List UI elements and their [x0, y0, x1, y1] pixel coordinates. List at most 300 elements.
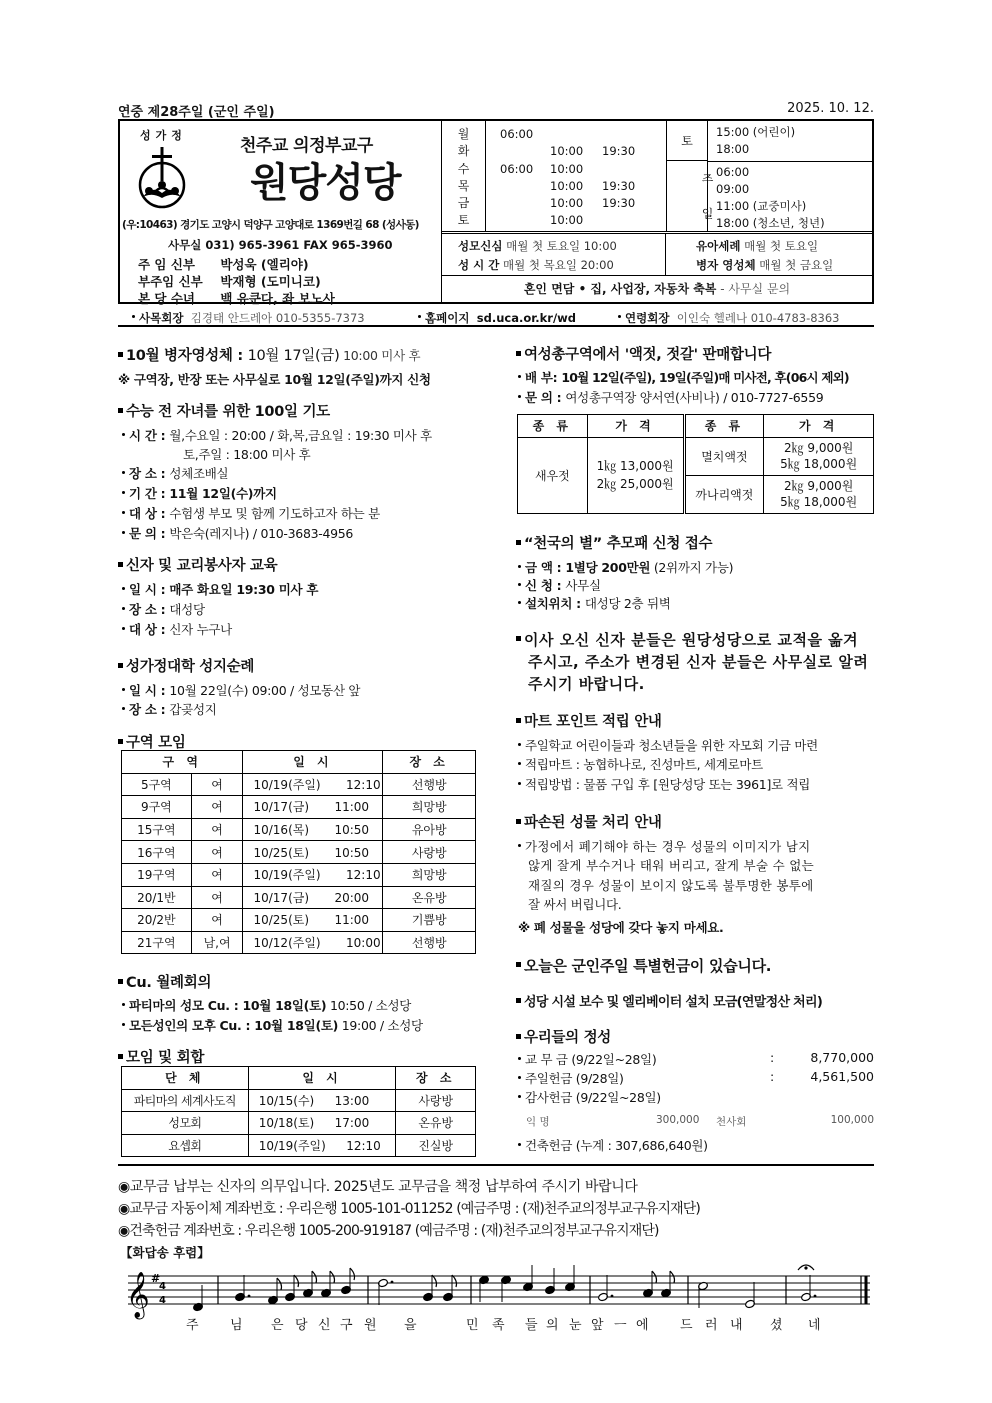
item-value: 신자 누구나 — [169, 622, 232, 637]
footer-notice: ◉건축헌금 계좌번호 : 우리은행 1005-200-919187 (예금주명 : (재)천주교의정부교구유지재단) — [118, 1223, 659, 1239]
damaged-note: ※ 폐 성물을 성당에 갖다 놓지 마세요. — [518, 920, 724, 935]
treble-clef-icon: 𝄞 — [126, 1272, 150, 1318]
meeting-time: 12:10 — [346, 1139, 381, 1154]
weekday-row — [494, 195, 664, 212]
section-title: Cu. 월례회의 — [126, 975, 212, 991]
weekday-labels — [442, 121, 486, 231]
offering-colon: : — [770, 1050, 775, 1065]
blessing-info — [442, 275, 872, 302]
mass-time: 10:00 — [550, 161, 584, 176]
mass-time: 06:00 — [500, 161, 534, 176]
district-name: 20/2반 — [122, 909, 192, 932]
table-row — [122, 796, 476, 819]
district-gender: 여 — [191, 818, 243, 841]
church-name: 원당성당 — [250, 160, 401, 206]
item-value: 대성당 — [169, 602, 205, 617]
offering-row — [518, 1136, 708, 1154]
sacrament-info — [442, 234, 872, 302]
weekend-schedule — [666, 121, 872, 231]
devotion-value: 매월 첫 목요일 20:00 — [503, 258, 614, 272]
mass-time: 15:00 (어린이) — [716, 125, 796, 139]
sick-note: ※ 구역장, 반장 또는 사무실로 10월 12일(주일)까지 신청 — [118, 372, 431, 387]
item-value-note: (2위까지 가능) — [650, 560, 734, 575]
district-gender: 여 — [191, 886, 243, 909]
lyric-syllable: 은 — [271, 1318, 284, 1333]
meeting-room: 기쁨방 — [383, 909, 476, 932]
mass-time: 18:00 (청소년, 청년) — [716, 216, 825, 230]
notice-line: 주시고, 주소가 변경된 신자 분들은 사무실로 알려 — [528, 653, 869, 671]
notice-text: 성당 시설 보수 및 엘리베이터 설치 모금(연말정산 처리) — [524, 995, 823, 1010]
product-name: 멸치액젓 — [684, 437, 764, 475]
table-row — [122, 886, 476, 909]
sacrament-key: 병자 영성체 — [696, 258, 756, 272]
item-value: 19:00 / 소성당 — [338, 1018, 423, 1033]
staff-row — [138, 255, 309, 273]
item-key: 기 간 : — [129, 486, 170, 501]
item-value-cont: 토,주일 : 18:00 미사 후 — [183, 447, 311, 462]
salt-price-table — [517, 414, 874, 514]
sunday-label — [667, 161, 714, 231]
table-row — [518, 437, 874, 475]
meeting-datetime — [243, 863, 383, 886]
district-name: 16구역 — [122, 841, 192, 864]
note-flag — [312, 1271, 317, 1283]
meeting-room: 유아방 — [383, 818, 476, 841]
district-name: 5구역 — [122, 773, 192, 796]
meeting-datetime — [243, 796, 383, 819]
memorial-plaque-title — [516, 532, 712, 553]
donor-amount: 100,000 — [830, 1114, 874, 1126]
day-label: 토 — [457, 213, 470, 228]
column-header: 장 소 — [396, 1067, 476, 1090]
section-title: 우리들의 정성 — [524, 1030, 611, 1046]
mass-time: 10:00 — [550, 213, 584, 228]
district-gender: 남,여 — [191, 931, 243, 954]
group-name: 요셉회 — [122, 1134, 249, 1157]
price-line: 2㎏ 9,000원 — [783, 441, 854, 456]
sacrament-value: 매월 첫 토요일 — [744, 239, 819, 253]
offerings-title — [516, 1026, 611, 1047]
note-dot — [391, 1281, 394, 1284]
fermata-icon — [798, 1265, 814, 1270]
sick-date: 10월 17일(금) — [247, 348, 340, 364]
day-label: 목 — [457, 178, 470, 193]
column-header: 장 소 — [383, 751, 476, 774]
column-header: 구 역 — [122, 751, 243, 774]
church-info — [120, 121, 442, 306]
weekday-row — [494, 178, 664, 195]
price-line: 5㎏ 18,000원 — [780, 457, 858, 472]
meeting-room: 선행방 — [383, 931, 476, 954]
divider — [118, 1164, 874, 1166]
sunday-label-char: 주 — [701, 173, 714, 187]
item-key: 일 시 : — [129, 683, 170, 698]
meeting-time: 20:00 — [334, 890, 370, 905]
meeting-time: 17:00 — [334, 1116, 370, 1131]
staff-role: 부주임 신부 — [138, 274, 203, 289]
item-value: 적립방법 : 물품 구입 후 [원당성당 또는 3961]로 적립 — [525, 777, 811, 792]
meeting-time: 12:10 — [346, 868, 381, 883]
offering-label: 교 무 금 (9/22일~28일) — [525, 1052, 657, 1067]
devotion-row — [458, 257, 614, 273]
education-title — [118, 554, 277, 575]
item-value: 11월 12일(수)까지 — [169, 486, 277, 501]
mass-time: 06:00 — [716, 165, 750, 179]
sunday-label-char: 일 — [701, 207, 714, 221]
section-title: 10월 병자영성체 : — [126, 348, 248, 364]
section-title: 구역 모임 — [126, 735, 186, 751]
item-key: 설치위치 : — [525, 596, 585, 611]
donor-amount: 300,000 — [656, 1114, 700, 1126]
contact-key: 사목회장 — [139, 311, 184, 325]
item-value: 수험생 부모 및 함께 기도하고자 하는 분 — [169, 506, 380, 521]
meeting-date: 10/25(토) — [253, 913, 310, 928]
mass-time: 09:00 — [716, 182, 750, 196]
note-dot — [611, 1295, 614, 1298]
lyric-syllable: 에 — [636, 1318, 649, 1333]
table-header — [122, 751, 476, 774]
repair-fund-notice — [516, 991, 822, 1010]
district-name: 9구역 — [122, 796, 192, 819]
meeting-room: 진실방 — [396, 1134, 476, 1157]
donor-name: 천사회 — [716, 1116, 747, 1128]
list-item — [122, 681, 360, 699]
item-key: 모든성인의 모후 Cu. : 10월 18일(토) — [129, 1018, 339, 1033]
meeting-datetime — [248, 1112, 396, 1135]
district-name: 15구역 — [122, 818, 192, 841]
meeting-date: 10/16(목) — [253, 823, 310, 838]
weekday-row — [494, 161, 664, 178]
list-item — [122, 620, 232, 638]
lyric-syllable: 의 — [546, 1318, 559, 1333]
item-value: 10월 12일(주일), 19일(주일)매 미사전, 후(06시 제외) — [561, 370, 849, 385]
devotion-row — [458, 238, 617, 254]
offering-colon: : — [770, 1069, 775, 1084]
sacrament-key: 유아세례 — [696, 239, 741, 253]
lyric-syllable: 네 — [808, 1318, 821, 1333]
table-row — [122, 818, 476, 841]
day-label: 월 — [457, 127, 470, 141]
meeting-date: 10/19(주일) — [253, 868, 321, 883]
footer-notice: ◉교무금 납부는 신자의 의무입니다. 2025년도 교무금을 책정 납부하여 주시기 바랍니다 — [118, 1179, 638, 1195]
meeting-time: 11:00 — [334, 800, 370, 815]
note-dot — [814, 1295, 817, 1298]
meeting-room: 온유방 — [383, 886, 476, 909]
district-name: 20/1반 — [122, 886, 192, 909]
table-header — [122, 1067, 476, 1090]
section-title: 수능 전 자녀를 위한 100일 기도 — [126, 404, 330, 420]
list-item — [518, 558, 733, 576]
weekday-times — [494, 126, 664, 230]
section-title: 성가정대학 성지순례 — [126, 659, 255, 675]
lyric-syllable: 앞 — [591, 1318, 604, 1333]
district-gender: 여 — [191, 863, 243, 886]
meeting-time: 10:50 — [334, 845, 370, 860]
item-value: 매주 화요일 19:30 미사 후 — [169, 582, 319, 597]
meeting-datetime — [243, 931, 383, 954]
meeting-datetime — [243, 841, 383, 864]
offering-row — [518, 1069, 624, 1087]
mart-points-title — [516, 710, 662, 731]
mass-time: 06:00 — [500, 127, 534, 141]
price-line: 5㎏ 18,000원 — [780, 495, 858, 510]
item-key: 신 청 : — [525, 578, 566, 593]
meeting-room: 희망방 — [383, 863, 476, 886]
exam-prayer-title — [118, 400, 330, 421]
item-key: 문 의 : — [525, 390, 566, 405]
staff-row — [138, 289, 335, 307]
lyric-syllable: 구 — [340, 1318, 353, 1333]
table-header — [518, 415, 874, 438]
lyric-syllable: 드 — [680, 1318, 693, 1333]
meeting-date: 10/19(주일) — [258, 1139, 326, 1154]
note-flag — [652, 1271, 657, 1283]
staff-role: 본 당 수녀 — [138, 291, 196, 306]
contact-item — [132, 310, 365, 326]
item-value: 대성당 2층 뒤벽 — [584, 596, 671, 611]
devotion-key: 성모신심 — [458, 239, 503, 253]
offering-amount: 4,561,500 — [810, 1069, 874, 1084]
mass-time: 18:00 — [716, 142, 750, 156]
table-row — [122, 1089, 476, 1112]
list-item — [518, 775, 810, 793]
list-item — [122, 580, 318, 598]
mass-time: 19:30 — [602, 178, 636, 193]
item-value: 10월 22일(수) 09:00 / 성모동산 앞 — [169, 683, 361, 698]
staff-name: 백 유쿤다, 좌 보노사 — [220, 291, 335, 306]
group-name: 성모회 — [122, 1112, 249, 1135]
devotion-key: 성 시 간 — [458, 258, 500, 272]
item-key: 장 소 : — [129, 466, 170, 481]
meeting-room: 온유방 — [396, 1112, 476, 1135]
holy-family-logo-icon — [132, 145, 192, 209]
product-price — [587, 437, 684, 513]
lyric-syllable: 셨 — [770, 1318, 783, 1333]
contact-value: 이인숙 헬레나 010-4783-8363 — [676, 311, 840, 325]
table-row — [122, 863, 476, 886]
sunday-times — [716, 164, 825, 232]
weekday-row — [494, 126, 664, 143]
day-label: 화 — [457, 144, 470, 159]
saturday-label: 토 — [667, 121, 708, 161]
lyric-syllable: 원 — [364, 1318, 377, 1333]
meeting-time: 13:00 — [334, 1093, 370, 1108]
meeting-datetime — [248, 1134, 396, 1157]
item-value: 주일학교 어린이들과 청소년들을 위한 자모회 기금 마련 — [525, 738, 818, 753]
week-title: 연중 제28주일 (군인 주일) — [118, 105, 275, 120]
product-name: 까나리액젓 — [684, 475, 764, 513]
meeting-date: 10/25(토) — [253, 845, 310, 860]
section-title: 신자 및 교리봉사자 교육 — [126, 558, 278, 574]
offering-label: 감사헌금 (9/22일~28일) — [525, 1090, 661, 1105]
devotion-value: 매월 첫 토요일 10:00 — [506, 239, 617, 253]
meeting-room: 사랑방 — [396, 1089, 476, 1112]
price-line: 2㎏ 25,000원 — [596, 477, 674, 492]
lyric-syllable: 당 — [295, 1318, 308, 1333]
price-line: 1㎏ 13,000원 — [596, 459, 674, 474]
offering-amount: 8,770,000 — [810, 1050, 874, 1065]
meeting-time: 12:10 — [346, 777, 381, 792]
list-item — [122, 1016, 423, 1034]
district-gender: 여 — [191, 773, 243, 796]
list-item — [122, 600, 205, 618]
contact-item — [418, 310, 576, 326]
sacrament-row — [696, 238, 818, 254]
contact-key: 연령회장 — [625, 311, 670, 325]
meeting-room: 선행방 — [383, 773, 476, 796]
list-item — [122, 484, 277, 502]
meeting-date: 10/17(금) — [253, 890, 310, 905]
mass-time: 10:00 — [550, 178, 584, 193]
homepage-link[interactable]: sd.uca.or.kr/wd — [476, 311, 577, 325]
meeting-time: 10:50 — [334, 823, 370, 838]
meeting-datetime — [243, 909, 383, 932]
staff-row — [138, 272, 321, 290]
mass-time: 19:30 — [602, 144, 636, 159]
sacrament-value: 매월 첫 금요일 — [759, 258, 834, 272]
note-flag — [432, 1275, 437, 1287]
table-row — [122, 909, 476, 932]
meeting-datetime — [243, 818, 383, 841]
section-title: 마트 포인트 적립 안내 — [524, 714, 662, 730]
section-title: 파손된 성물 처리 안내 — [524, 815, 662, 831]
cu-meeting-title — [118, 971, 211, 992]
blessing-text: 혼인 면담 • 집, 사업장, 자동차 축복 — [523, 282, 717, 296]
product-name: 새우젓 — [518, 437, 588, 513]
building-fund: 건축헌금 (누계 : 307,686,640원) — [525, 1138, 708, 1153]
meetings-title — [118, 1046, 204, 1067]
salt-sale-title — [516, 343, 771, 364]
lyric-syllable: 눈 — [569, 1318, 582, 1333]
item-value: 적립마트 : 농협하나로, 진성마트, 세계로마트 — [525, 757, 763, 772]
item-key: 대 상 : — [129, 506, 170, 521]
staff-name: 박재형 (도미니코) — [220, 274, 321, 289]
note-dot — [248, 1295, 251, 1298]
note-flag — [670, 1271, 675, 1283]
mass-time: 10:00 — [550, 196, 584, 211]
product-price — [764, 437, 874, 475]
lyric-syllable: 러 — [705, 1318, 718, 1333]
district-name: 21구역 — [122, 931, 192, 954]
note-flag — [452, 1275, 457, 1287]
sick-communion-title — [118, 344, 420, 365]
item-key: 금 액 : — [525, 560, 566, 575]
group-name: 파티마의 세계사도직 — [122, 1089, 249, 1112]
notice-text: 오늘은 군인주일 특별헌금이 있습니다. — [524, 957, 772, 975]
table-row — [122, 841, 476, 864]
district-name: 19구역 — [122, 863, 192, 886]
item-value-cont: 않게 잘게 부수거나 태워 버리고, 잘게 부술 수 없는 — [528, 858, 814, 873]
column-header: 종 류 — [518, 415, 588, 438]
lyric-syllable: 들 — [525, 1318, 538, 1333]
devotion-times — [442, 234, 666, 275]
item-value: 박은숙(레지나) / 010-3683-4956 — [169, 526, 354, 541]
sacrament-row — [696, 257, 833, 273]
item-key: 장 소 : — [129, 602, 170, 617]
mass-time: 19:30 — [602, 196, 636, 211]
notice-line: 이사 오신 신자 분들은 원당성당으로 교적을 옮겨 — [524, 631, 859, 649]
column-header: 종 류 — [684, 415, 764, 438]
item-key: 일 시 : — [129, 582, 170, 597]
lyric-syllable: ㅡ — [614, 1318, 627, 1333]
item-value: 여성총구역장 양서연(사비나) / 010-7727-6559 — [565, 390, 824, 405]
meeting-datetime — [243, 886, 383, 909]
item-value: 사무실 — [565, 578, 601, 593]
mass-time: 11:00 (교중미사) — [716, 199, 807, 213]
district-gender: 여 — [191, 841, 243, 864]
day-label: 금 — [457, 196, 470, 211]
bulletin-date: 2025. 10. 12. — [787, 101, 874, 116]
note-flag — [277, 1278, 282, 1290]
item-value: 월,수요일 : 20:00 / 화,목,금요일 : 19:30 미사 후 — [169, 428, 432, 443]
move-notice — [516, 629, 858, 650]
notice-line: 주시기 바랍니다. — [528, 675, 645, 693]
column-header: 일 시 — [248, 1067, 396, 1090]
saturday-times — [716, 124, 795, 158]
list-item — [122, 426, 432, 444]
meeting-date: 10/12(주일) — [253, 936, 321, 951]
lyric-syllable: 족 — [492, 1318, 505, 1333]
lyric-syllable: 신 — [318, 1318, 331, 1333]
price-line: 2㎏ 9,000원 — [783, 479, 854, 494]
meeting-room: 사랑방 — [383, 841, 476, 864]
table-row — [122, 931, 476, 954]
meeting-datetime — [243, 773, 383, 796]
meeting-date: 10/19(주일) — [253, 777, 321, 792]
district-gender: 여 — [191, 796, 243, 819]
header-box — [118, 119, 874, 304]
weekday-row — [494, 143, 664, 160]
item-value: 성체조배실 — [169, 466, 229, 481]
address: (우:10463) 경기도 고양시 덕양구 고양대로 1369번길 68 (성사동) — [122, 219, 419, 231]
meeting-time: 11:00 — [334, 913, 370, 928]
sick-time: 10:00 미사 후 — [339, 348, 421, 363]
lyric-syllable: 주 — [186, 1318, 199, 1333]
item-key: 대 상 : — [129, 622, 170, 637]
mass-time: 10:00 — [550, 144, 584, 159]
section-title: 여성총구역에서 '액젓, 젓갈' 판매합니다 — [524, 347, 772, 363]
offering-row — [518, 1088, 661, 1106]
column-header: 단 체 — [122, 1067, 249, 1090]
list-item — [518, 736, 818, 754]
svg-text:4: 4 — [159, 1295, 166, 1306]
list-item — [122, 700, 217, 718]
item-key: 문 의 : — [129, 526, 170, 541]
contact-item — [618, 310, 840, 326]
damaged-items-title — [516, 811, 662, 832]
contact-line — [118, 309, 874, 327]
lyric-syllable: 을 — [404, 1318, 417, 1333]
meeting-room: 희망방 — [383, 796, 476, 819]
contact-key: 홈페이지 — [425, 311, 470, 325]
meeting-date: 10/18(토) — [258, 1116, 315, 1131]
lyric-syllable: 내 — [730, 1318, 743, 1333]
list-item — [518, 755, 763, 773]
office-phone: 사무실 031) 965-3961 FAX 965-3960 — [168, 238, 393, 252]
column-header: 가 격 — [764, 415, 874, 438]
list-item — [518, 594, 671, 612]
day-label: 수 — [457, 161, 470, 176]
table-row — [122, 1112, 476, 1135]
item-value: 10:50 / 소성당 — [326, 998, 412, 1013]
list-item — [518, 576, 601, 594]
item-key: 배 부: — [525, 370, 562, 385]
list-item — [518, 388, 823, 406]
staff-name: 박성욱 (엘리야) — [220, 257, 309, 272]
divider — [708, 161, 873, 162]
list-item — [122, 996, 411, 1014]
item-value-cont: 재질의 경우 성물이 보이지 않도록 불투명한 봉투에 — [528, 878, 814, 893]
